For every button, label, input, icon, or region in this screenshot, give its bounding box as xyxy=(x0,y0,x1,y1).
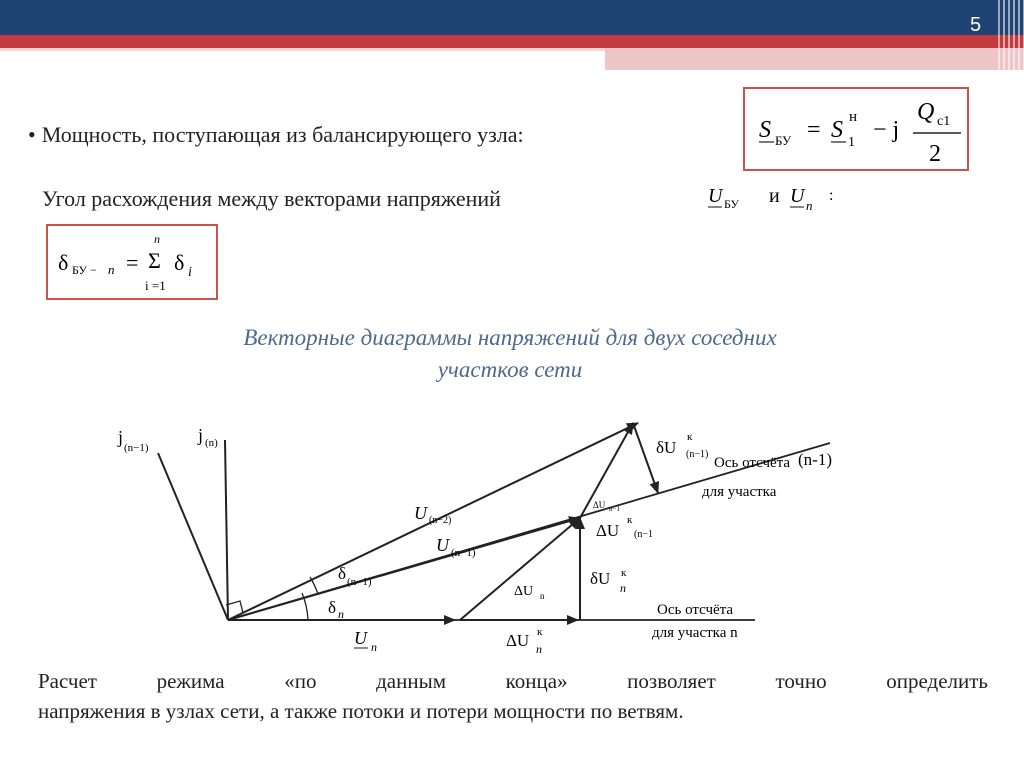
label-dU-k-n xyxy=(590,567,627,595)
f2-sub-n: n xyxy=(108,262,115,277)
svg-text:j: j xyxy=(118,427,124,447)
svg-text:ΔU: ΔU xyxy=(593,500,606,510)
subtitle-line-1: Векторные диаграммы напряжений для двух соседних xyxy=(243,325,777,350)
f2-sigma: Σ xyxy=(148,248,161,273)
svg-text:к: к xyxy=(621,567,627,579)
svg-text:n−1: n−1 xyxy=(609,505,620,513)
svg-text:Ось отсчёта: Ось отсчёта xyxy=(657,602,734,618)
header-pink-block xyxy=(605,48,1024,70)
f1-eq: = xyxy=(807,117,821,143)
svg-text:ΔU: ΔU xyxy=(596,521,620,540)
f2-bottom: i =1 xyxy=(145,278,166,293)
f1-minus-j: − j xyxy=(873,117,900,143)
svg-text:U: U xyxy=(354,628,367,648)
f1-sub-1: 1 xyxy=(848,135,855,150)
svg-text:(n-1): (n-1) xyxy=(798,450,832,469)
svg-text:ΔU: ΔU xyxy=(514,584,534,599)
angle-text-line xyxy=(42,186,501,212)
svg-text:(n−1): (n−1) xyxy=(451,547,476,559)
svg-text:(n−1): (n−1) xyxy=(686,449,709,460)
svg-text:U: U xyxy=(436,535,449,555)
angle-u-bu: U xyxy=(708,185,723,207)
f2-eq: = xyxy=(126,250,139,275)
svg-text:к: к xyxy=(627,514,633,526)
svg-text:к: к xyxy=(687,431,693,443)
header-thin-accent xyxy=(0,48,605,51)
svg-text:n: n xyxy=(620,581,626,595)
subtitle-line-2: участков сети xyxy=(437,357,583,382)
svg-text:δU: δU xyxy=(590,569,611,588)
page-number: 5 xyxy=(970,14,982,36)
svg-text:(n−1): (n−1) xyxy=(347,576,372,588)
svg-text:Ось отсчёта: Ось отсчёта xyxy=(714,455,791,471)
svg-text:n: n xyxy=(338,607,344,621)
label-axis-n xyxy=(652,602,738,641)
label-j-n xyxy=(197,425,218,449)
label-DU-k-prev xyxy=(596,514,653,540)
bullet-text: Мощность, поступающая из балансирующего узла: xyxy=(41,122,524,147)
label-u-n1 xyxy=(436,535,476,559)
label-delta-n xyxy=(328,598,344,621)
bullet-item xyxy=(28,122,524,148)
f1-sup-n: н xyxy=(849,109,858,125)
label-j-prev xyxy=(117,427,149,454)
svg-text:к: к xyxy=(537,626,543,638)
svg-text:(n−1: (n−1 xyxy=(634,529,653,540)
svg-text:(n−1): (n−1) xyxy=(124,442,149,454)
svg-text:для участка n: для участка n xyxy=(652,625,738,641)
f2-sub-i: i xyxy=(188,265,192,280)
f1-sub-bu: БУ xyxy=(775,133,792,148)
paragraph-line-2: напряжения в узлах сети, а также потоки и потери мощности по ветвям. xyxy=(38,699,684,723)
f1-s1: S xyxy=(831,117,843,143)
label-dU-k-prev xyxy=(656,431,708,460)
axis-j-prev xyxy=(158,453,228,620)
formula-power xyxy=(745,89,967,169)
label-du-n xyxy=(514,584,545,601)
vector-diagram xyxy=(0,395,1024,665)
f2-top: n xyxy=(154,232,160,246)
header-bar xyxy=(0,0,1024,35)
angle-and: и xyxy=(769,185,780,207)
f2-sub-bu: БУ − xyxy=(72,263,97,277)
diagram-subtitle xyxy=(100,322,920,386)
formula-power-box xyxy=(743,87,969,171)
f2-delta: δ xyxy=(58,250,69,275)
svg-text:для участка: для участка xyxy=(702,484,777,500)
svg-text:δU: δU xyxy=(656,438,677,457)
f1-denominator: 2 xyxy=(929,141,941,167)
f1-sub-c1: c1 xyxy=(937,114,951,129)
label-DU-k-n xyxy=(506,626,543,656)
f2-delta-i: δ xyxy=(174,250,185,275)
angle-symbols xyxy=(702,178,842,218)
label-u-n xyxy=(354,628,377,654)
svg-text:δ: δ xyxy=(328,598,337,617)
svg-text:(n): (n) xyxy=(205,437,218,449)
label-delta-n1 xyxy=(338,564,372,588)
vector-delta-u-k-n1 xyxy=(633,423,658,493)
header-accent-bar xyxy=(0,35,1024,48)
angle-sub-n: n xyxy=(806,198,813,213)
svg-text:n: n xyxy=(371,640,377,654)
vector-u-n1 xyxy=(228,518,580,620)
paragraph-line-1: Расчет режима «по данным конца» позволяет точно определить xyxy=(38,669,988,693)
angle-colon: : xyxy=(829,187,834,204)
svg-text:n: n xyxy=(540,591,545,601)
bullet-marker: • xyxy=(28,122,36,147)
angle-text: Угол расхождения между векторами напряжений xyxy=(42,186,501,211)
svg-text:n: n xyxy=(536,642,542,656)
f1-s: S xyxy=(759,117,771,143)
svg-text:U: U xyxy=(414,503,427,523)
svg-text:δ: δ xyxy=(338,564,347,583)
svg-text:(n−2): (n−2) xyxy=(429,515,452,526)
svg-text:j: j xyxy=(198,425,204,445)
svg-text:ΔU: ΔU xyxy=(506,631,530,650)
formula-angle-box xyxy=(46,224,218,300)
f1-q: Q xyxy=(917,99,935,125)
axis-j-n xyxy=(225,440,228,620)
label-u-n2 xyxy=(414,503,451,526)
header-stripes xyxy=(998,0,1024,70)
angle-sub-bu: БУ xyxy=(724,197,739,211)
angle-u-n: U xyxy=(790,185,805,207)
formula-angle xyxy=(48,226,216,298)
